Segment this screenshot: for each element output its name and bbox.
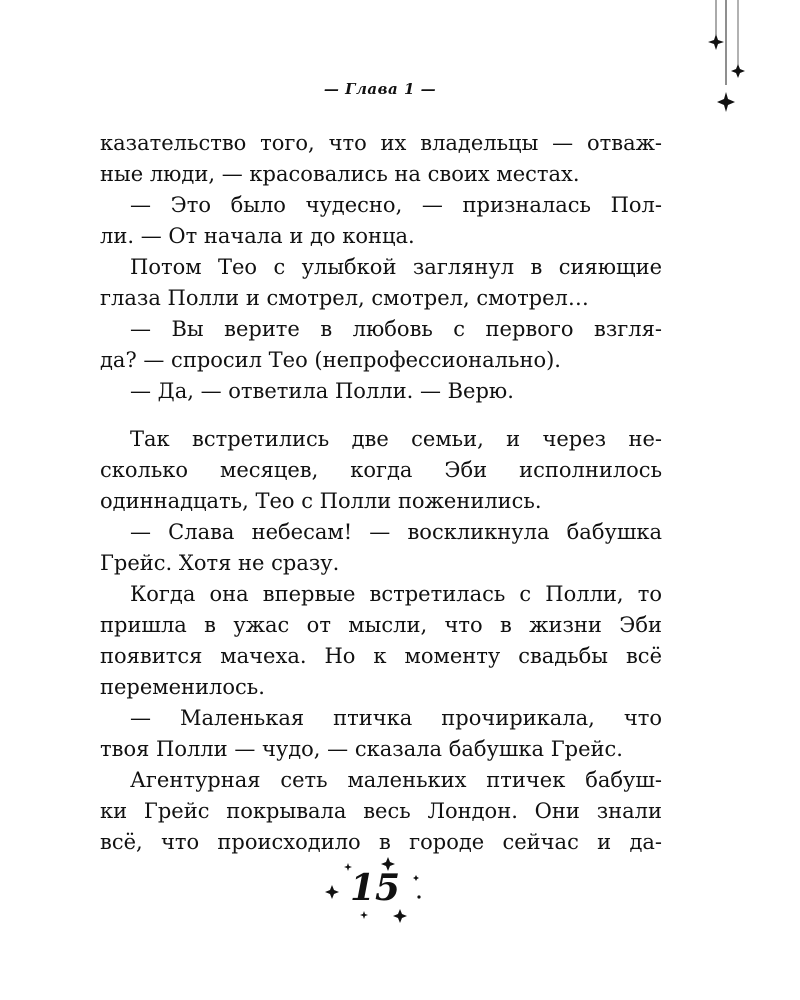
page-number: 15 xyxy=(349,867,401,909)
text-line: — Вы верите в любовь с первого взгля- xyxy=(130,317,662,341)
text-line: пришла в ужас от мысли, что в жизни Эби xyxy=(100,613,662,637)
text-line: одиннадцать, Тео с Полли поженились. xyxy=(100,489,542,513)
page-number-area xyxy=(320,855,430,925)
text-line: — Это было чудесно, — призналась Пол- xyxy=(130,193,662,217)
chapter-header: — Глава 1 — xyxy=(323,80,437,98)
text-line: Когда она впервые встретилась с Полли, то xyxy=(130,582,662,606)
falling-stars-icon xyxy=(700,0,760,120)
text-block-bottom xyxy=(100,424,662,858)
text-line: Так встретились две семьи, и через не- xyxy=(130,427,662,451)
text-line: ки Грейс покрывала весь Лондон. Они знали xyxy=(100,799,662,823)
text-line: — Да, — ответила Полли. — Верю. xyxy=(130,379,514,403)
text-line: твоя Полли — чудо, — сказала бабушка Грейс. xyxy=(100,737,623,761)
text-block-top xyxy=(100,128,662,407)
text-line: переменилось. xyxy=(100,675,265,699)
text-line: сколько месяцев, когда Эби исполнилось xyxy=(100,458,662,482)
text-line: Потом Тео с улыбкой заглянул в сияющие xyxy=(130,255,662,279)
text-line: всё, что происходило в городе сейчас и да- xyxy=(100,830,662,854)
text-line: — Маленькая птичка прочирикала, что xyxy=(130,706,662,730)
text-line: да? — спросил Тео (непрофессионально). xyxy=(100,348,561,372)
text-line: казательство того, что их владельцы — отваж- xyxy=(100,131,662,155)
text-line: ные люди, — красовались на своих местах. xyxy=(100,162,580,186)
text-line: Агентурная сеть маленьких птичек бабуш- xyxy=(130,768,662,792)
text-line: глаза Полли и смотрел, смотрел, смотрел… xyxy=(100,286,589,310)
text-line: появится мачеха. Но к моменту свадьбы всё xyxy=(100,644,662,668)
text-line: Грейс. Хотя не сразу. xyxy=(100,551,340,575)
text-line: ли. — От начала и до конца. xyxy=(100,224,415,248)
text-line: — Слава небесам! — воскликнула бабушка xyxy=(130,520,662,544)
